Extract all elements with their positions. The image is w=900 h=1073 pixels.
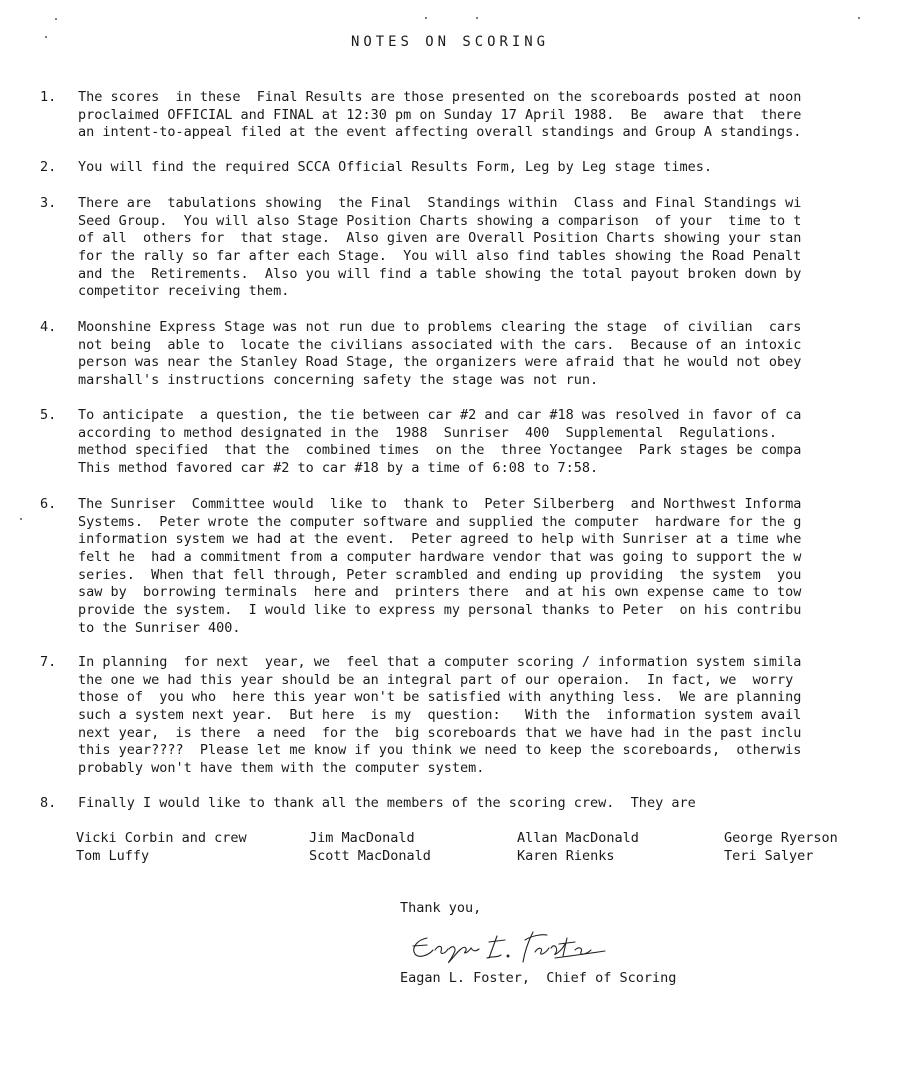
text-line: those of you who here this year won't be satisfied with anything less. We are planning bbox=[78, 689, 802, 706]
crew-member: Karen Rienks bbox=[517, 847, 615, 864]
text-line: saw by borrowing terminals here and printers there and at his own expense came to tow bbox=[78, 584, 802, 601]
text-line: Systems. Peter wrote the computer software and supplied the computer hardware for the g bbox=[78, 513, 802, 530]
text-line: the one we had this year should be an integral part of our operaion. In fact, we worry bbox=[78, 671, 794, 688]
scan-speck bbox=[45, 36, 47, 38]
note-text bbox=[78, 159, 712, 177]
crew-member: Scott MacDonald bbox=[309, 847, 431, 864]
note-number: 2. bbox=[40, 159, 57, 175]
text-line: person was near the Stanley Road Stage, the organizers were afraid that he would not obey bbox=[78, 354, 802, 371]
note-number: 4. bbox=[40, 319, 57, 335]
text-line: To anticipate a question, the tie between car #2 and car #18 was resolved in favor of ca bbox=[78, 407, 802, 423]
text-line: In planning for next year, we feel that a computer scoring / information system simila bbox=[78, 654, 802, 670]
crew-member: Tom Luffy bbox=[76, 847, 150, 864]
text-line: You will find the required SCCA Official Results Form, Leg by Leg stage times. bbox=[78, 159, 712, 175]
note-number: 7. bbox=[40, 654, 57, 670]
document-title: NOTES ON SCORING bbox=[350, 34, 550, 50]
note-text bbox=[78, 319, 801, 390]
text-line: this year???? Please let me know if you think we need to keep the scoreboards, otherwis bbox=[78, 742, 802, 759]
text-line: to the Sunriser 400. bbox=[78, 619, 241, 636]
note-number: 8. bbox=[40, 795, 57, 811]
text-line: of all others for that stage. Also given are Overall Position Charts showing your stan bbox=[78, 230, 802, 247]
crew-member: Jim MacDonald bbox=[309, 830, 415, 846]
crew-member: Teri Salyer bbox=[724, 847, 814, 864]
text-line: This method favored car #2 to car #18 by a time of 6:08 to 7:58. bbox=[78, 460, 599, 477]
crew-row bbox=[76, 830, 900, 848]
note-text bbox=[78, 795, 696, 813]
text-line: and the Retirements. Also you will find a table showing the total payout broken down by bbox=[78, 265, 802, 282]
text-line: according to method designated in the 1988 Sunriser 400 Supplemental Regulations. bbox=[78, 424, 777, 441]
text-line: method specified that the combined times on the three Yoctangee Park stages be compa bbox=[78, 442, 802, 459]
crew-member: Allan MacDonald bbox=[517, 830, 639, 846]
text-line: information system we had at the event. Peter agreed to help with Sunriser at a time whe bbox=[78, 531, 802, 548]
text-line: series. When that fell through, Peter scrambled and ending up providing the system you bbox=[78, 566, 802, 583]
crew-member: George Ryerson bbox=[724, 830, 838, 846]
text-line: Seed Group. You will also Stage Position Charts showing a comparison of your time to t bbox=[78, 212, 802, 229]
text-line: marshall's instructions concerning safety the stage was not run. bbox=[78, 372, 599, 389]
text-line: such a system next year. But here is my question: With the information system avail bbox=[78, 707, 802, 724]
text-line: Finally I would like to thank all the members of the scoring crew. They are bbox=[78, 795, 696, 811]
text-line: for the rally so far after each Stage. You will also find tables showing the Road Penalt bbox=[78, 248, 802, 265]
note-text bbox=[78, 89, 801, 142]
text-line: an intent-to-appeal filed at the event affecting overall standings and Group A standings. bbox=[78, 124, 802, 141]
note-number: 5. bbox=[40, 407, 57, 423]
text-line: next year, is there a need for the big scoreboards that we have had in the past inclu bbox=[78, 724, 802, 741]
text-line: proclaimed OFFICIAL and FINAL at 12:30 pm on Sunday 17 April 1988. Be aware that there bbox=[78, 106, 802, 123]
note-text bbox=[78, 654, 801, 778]
text-line: Moonshine Express Stage was not run due to problems clearing the stage of civilian cars bbox=[78, 319, 802, 335]
closing-text: Thank you, bbox=[400, 900, 482, 916]
scan-speck bbox=[858, 17, 860, 19]
text-line: provide the system. I would like to express my personal thanks to Peter on his contribu bbox=[78, 602, 802, 619]
scan-speck bbox=[476, 17, 478, 19]
crew-row bbox=[76, 848, 900, 866]
text-line: felt he had a commitment from a computer hardware vendor that was going to support the w bbox=[78, 549, 802, 566]
note-number: 1. bbox=[40, 89, 57, 105]
scan-speck bbox=[20, 518, 22, 520]
note-number: 6. bbox=[40, 496, 57, 512]
text-line: competitor receiving them. bbox=[78, 283, 290, 300]
signature-image bbox=[405, 918, 625, 968]
text-line: The Sunriser Committee would like to thank to Peter Silberberg and Northwest Informa bbox=[78, 496, 802, 512]
crew-member: Vicki Corbin and crew bbox=[76, 830, 247, 846]
note-text bbox=[78, 496, 801, 638]
signer-name: Eagan L. Foster, Chief of Scoring bbox=[400, 970, 677, 986]
text-line: not being able to locate the civilians associated with the cars. Because of an intoxic bbox=[78, 336, 802, 353]
text-line: There are tabulations showing the Final Standings within Class and Final Standings wi bbox=[78, 195, 802, 211]
note-text bbox=[78, 407, 801, 478]
scan-speck bbox=[425, 17, 427, 19]
note-text bbox=[78, 195, 801, 301]
note-number: 3. bbox=[40, 195, 57, 211]
text-line: probably won't have them with the computer system. bbox=[78, 760, 485, 777]
text-line: The scores in these Final Results are those presented on the scoreboards posted at noon bbox=[78, 89, 802, 105]
crew-list bbox=[76, 830, 900, 865]
scan-speck bbox=[55, 18, 57, 20]
